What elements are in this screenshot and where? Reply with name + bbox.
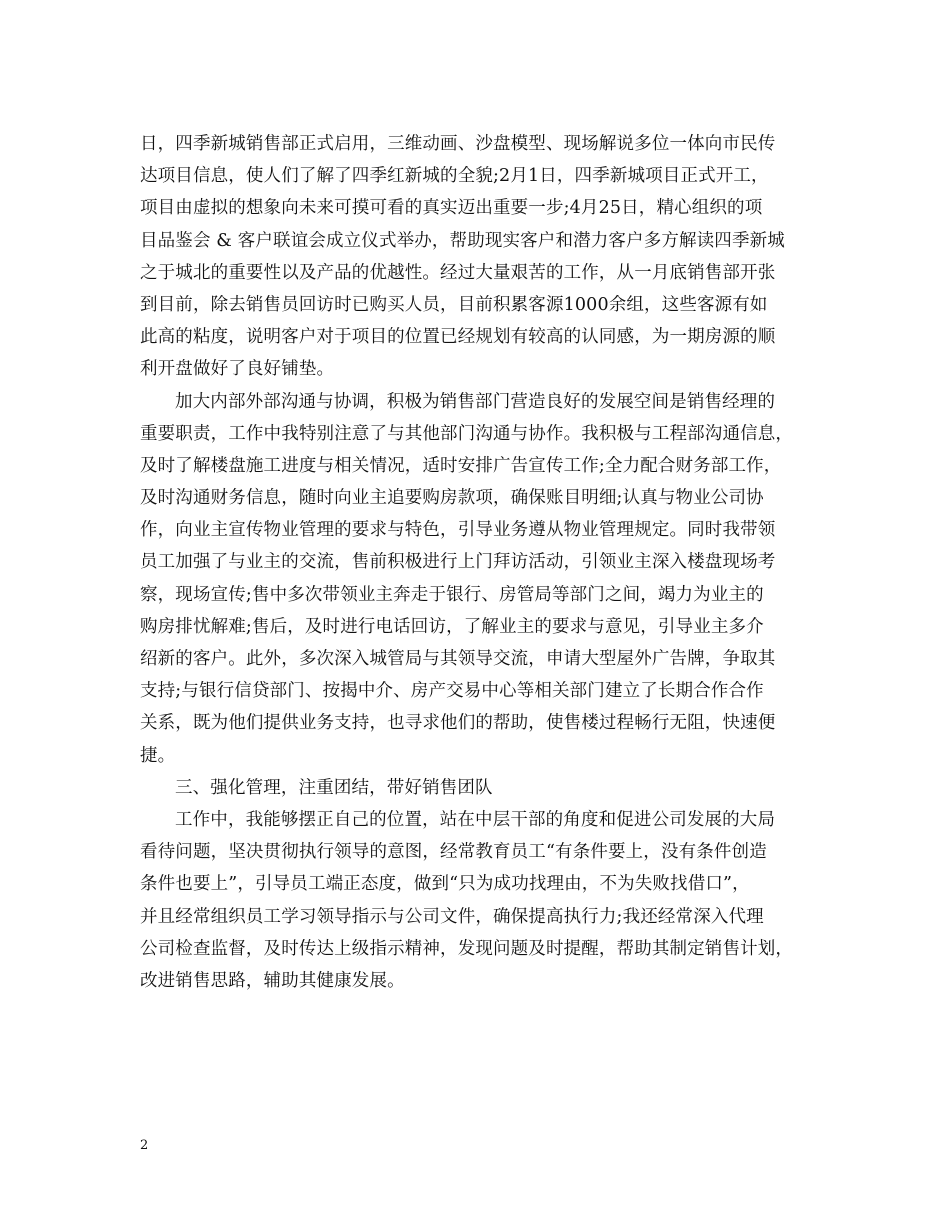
paragraph [140,128,820,386]
text-line: 员工加强了与业主的交流，售前积极进行上门拜访活动，引领业主深入楼盘现场考 [140,552,776,573]
text-line: 购房排忧解难;售后，及时进行电话回访，了解业主的要求与意见，引导业主多介 [140,616,764,637]
text-line: 项目由虚拟的想象向未来可摸可看的真实迈出重要一步;4月25日，精心组织的项 [140,198,763,219]
text-line: 重要职责，工作中我特别注意了与其他部门沟通与协作。我积极与工程部沟通信息， [140,423,794,444]
text-line: 条件也要上”，引导员工端正态度，做到“只为成功找理由，不为失败找借口”， [140,874,750,895]
text-line: 看待问题，坚决贯彻执行领导的意图，经常教育员工“有条件要上，没有条件创造 [140,842,767,863]
text-line: 到目前，除去销售员回访时已购买人员，目前积累客源1000余组，这些客源有如 [140,294,768,315]
text-line: 及时沟通财务信息，随时向业主追要购房款项，确保账目明细;认真与物业公司协 [140,488,764,509]
paragraph [140,804,820,997]
text-line: 达项目信息，使人们了解了四季红新城的全貌;2月1日，四季新城项目正式开工， [140,166,769,187]
text-line: 工作中，我能够摆正自己的位置，站在中层干部的角度和促进公司发展的大局 [175,809,776,830]
text-line: 改进销售思路，辅助其健康发展。 [140,970,405,991]
page-number: 2 [140,1138,149,1153]
text-line: 并且经常组织员工学习领导指示与公司文件，确保提高执行力;我还经常深入代理 [140,906,764,927]
text-line: 捷。 [140,745,176,766]
text-line: 作，向业主宣传物业管理的要求与特色，引导业务遵从物业管理规定。同时我带领 [140,520,776,541]
text-line: 之于城北的重要性以及产品的优越性。经过大量艰苦的工作，从一月底销售部开张 [140,262,776,283]
text-line: 支持;与银行信贷部门、按揭中介、房产交易中心等相关部门建立了长期合作合作 [140,681,764,702]
text-line: 三、强化管理，注重团结，带好销售团队 [175,777,493,798]
text-line: 日，四季新城销售部正式启用，三维动画、沙盘模型、现场解说多位一体向市民传 [140,134,776,154]
paragraph [140,772,820,804]
text-line: 目品鉴会 & 客户联谊会成立仪式举办，帮助现实客户和潜力客户多方解读四季新城 [140,230,785,251]
text-line: 利开盘做好了良好铺垫。 [140,359,335,380]
text-line: 此高的粘度，说明客户对于项目的位置已经规划有较高的认同感，为一期房源的顺 [140,327,776,348]
paragraph [140,386,820,772]
text-line: 公司检查监督，及时传达上级指示精神，发现问题及时提醒，帮助其制定销售计划， [140,938,794,959]
text-line: 察，现场宣传;售中多次带领业主奔走于银行、房管局等部门之间，竭力为业主的 [140,584,764,605]
document-body [140,128,820,997]
text-line: 及时了解楼盘施工进度与相关情况，适时安排广告宣传工作;全力配合财务部工作， [140,455,782,476]
text-line: 关系，既为他们提供业务支持，也寻求他们的帮助，使售楼过程畅行无阻，快速便 [140,713,776,734]
text-line: 绍新的客户。此外，多次深入城管局与其领导交流，申请大型屋外广告牌，争取其 [140,649,776,669]
text-line: 加大内部外部沟通与协调，积极为销售部门营造良好的发展空间是销售经理的 [175,391,776,412]
